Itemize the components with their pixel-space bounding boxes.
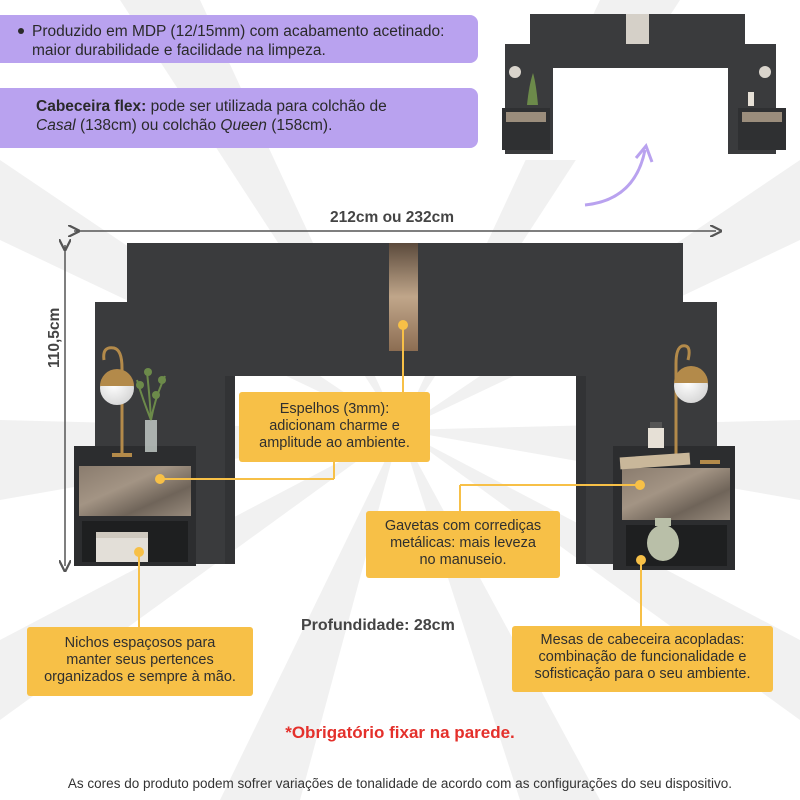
material-line-2: maior durabilidade e facilidade na limpeza. [32,42,326,59]
right-drawer [622,468,730,520]
thumbnail-view [502,14,786,160]
flex-text-c: (158cm). [266,117,333,134]
flex-queen: Queen [220,117,267,134]
tables-line-1: Mesas de cabeceira acopladas: [540,632,745,648]
niches-line-3: organizados e sempre à mão. [44,669,236,685]
nightstands-callout [512,626,773,692]
mirrors-callout [239,392,430,462]
niches-line-2: manter seus pertences [66,652,214,668]
left-drawer [79,466,191,516]
mirrors-line-2: adicionam charme e [269,418,400,434]
tables-line-3: sofisticação para o seu ambiente. [534,666,751,682]
left-nightstand [74,446,196,566]
material-line-1: Produzido em MDP (12/15mm) com acabamento acetinado: [32,23,445,40]
niches-line-1: Nichos espaçosos para [64,635,216,651]
flex-text-a: pode ser utilizada para colchão de [146,98,387,115]
tables-line-2: combinação de funcionalidade e [538,649,747,665]
mandatory-wall-fix-note: *Obrigatório fixar na parede. [285,723,515,742]
width-dimension-label: 212cm ou 232cm [330,209,455,226]
mirrors-line-1: Espelhos (3mm): [279,401,390,417]
color-disclaimer: As cores do produto podem sofrer variações de tonalidade de acordo com as configurações do seu dispositivo. [67,776,733,791]
height-dimension-label: 110,5cm [46,307,63,368]
drawers-line-3: no manuseio. [419,552,507,568]
flex-casal: Casal [36,117,76,134]
drawers-callout [366,511,560,578]
flex-text-b: (138cm) ou colchão [75,117,221,134]
drawers-line-2: metálicas: mais leveza [390,535,536,551]
niches-callout [27,627,253,696]
depth-label: Profundidade: 28cm [301,617,455,634]
mirrors-line-3: amplitude ao ambiente. [259,435,410,451]
drawers-line-1: Gavetas com corrediças [384,518,542,534]
flex-title: Cabeceira flex: [36,98,147,115]
